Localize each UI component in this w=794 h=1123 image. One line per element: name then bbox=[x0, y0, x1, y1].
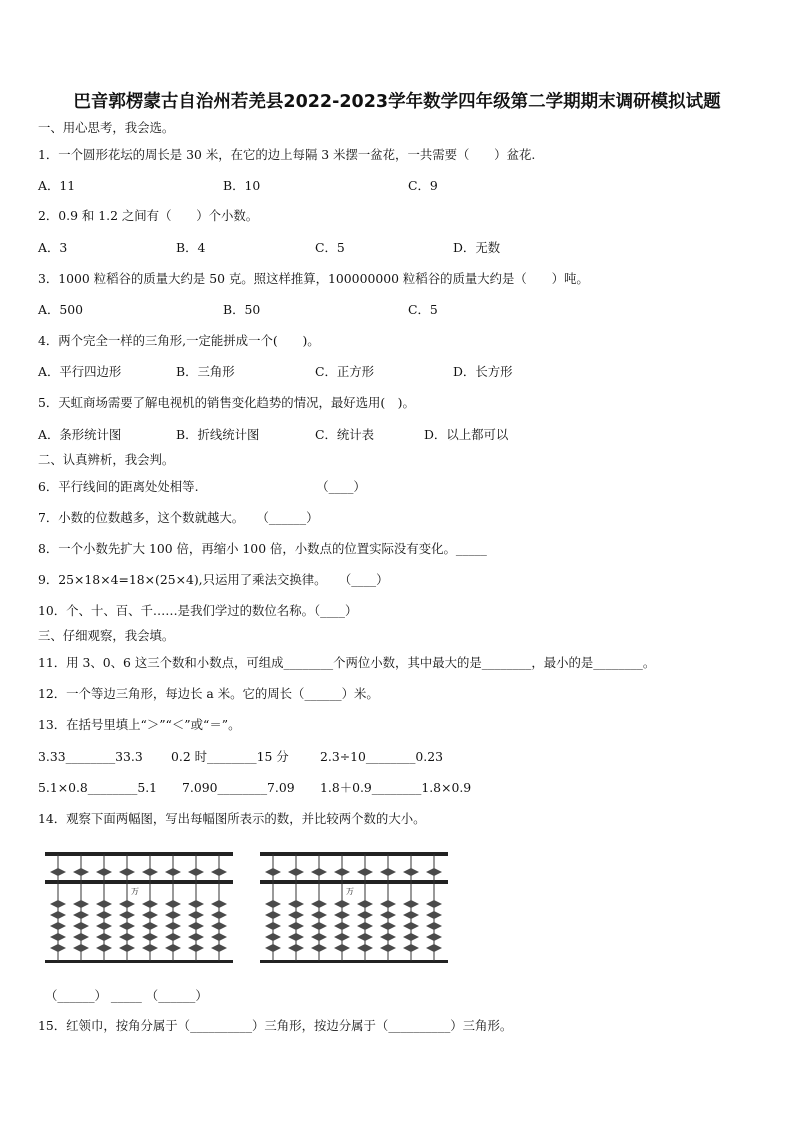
abacus-bead bbox=[380, 922, 396, 930]
abacus-bead bbox=[403, 868, 419, 876]
option-a: A．500 bbox=[38, 302, 83, 317]
abacus-bead bbox=[165, 911, 181, 919]
abacus-top-frame bbox=[260, 852, 448, 856]
option-b: B．三角形 bbox=[176, 364, 235, 379]
question-7: 7．小数的位数越多，这个数就越大。 （______） bbox=[38, 510, 319, 525]
abacus-bead bbox=[50, 900, 66, 908]
abacus-bead bbox=[188, 922, 204, 930]
abacus-bead bbox=[334, 933, 350, 941]
abacus-bead bbox=[311, 868, 327, 876]
option-d: D．长方形 bbox=[453, 364, 513, 379]
option-a: A．条形统计图 bbox=[38, 427, 122, 442]
question-12: 12．一个等边三角形，每边长 a 米。它的周长（______）米。 bbox=[38, 686, 379, 701]
abacus-bead bbox=[96, 868, 112, 876]
question-1: 1．一个圆形花坛的周长是 30 米，在它的边上每隔 3 米摆一盆花，一共需要（ ）盆花. bbox=[38, 147, 536, 162]
abacus-bead bbox=[119, 922, 135, 930]
option-c: C．正方形 bbox=[315, 364, 375, 379]
abacus-bead bbox=[96, 900, 112, 908]
abacus-bead bbox=[311, 900, 327, 908]
abacus-place-mark: 万 bbox=[346, 887, 354, 896]
abacus-bead bbox=[357, 911, 373, 919]
option-b: B．10 bbox=[223, 178, 261, 193]
abacus-bead bbox=[142, 944, 158, 952]
abacus-bead bbox=[211, 911, 227, 919]
abacus-bead bbox=[96, 911, 112, 919]
abacus-bottom-frame bbox=[45, 960, 233, 963]
abacus-bead bbox=[188, 868, 204, 876]
abacus-bead bbox=[188, 900, 204, 908]
abacus-bead bbox=[50, 911, 66, 919]
abacus-bead bbox=[142, 868, 158, 876]
abacus-bead bbox=[357, 900, 373, 908]
option-c: C．9 bbox=[408, 178, 438, 193]
abacus-bead bbox=[265, 922, 281, 930]
abacus-bead bbox=[426, 868, 442, 876]
abacus-bead bbox=[119, 933, 135, 941]
question-3: 3．1000 粒稻谷的质量大约是 50 克。照这样推算，100000000 粒稻谷的质量大约是（ ）吨。 bbox=[38, 271, 589, 286]
abacus-bead bbox=[96, 944, 112, 952]
abacus-bead bbox=[211, 933, 227, 941]
abacus-bead bbox=[426, 944, 442, 952]
question-15: 15．红领巾，按角分属于（__________）三角形，按边分属于（__________）三角形。 bbox=[38, 1018, 513, 1033]
abacus-bead bbox=[73, 922, 89, 930]
abacus-bead bbox=[357, 868, 373, 876]
question-6: 6．平行线间的距离处处相等. （____） bbox=[38, 479, 366, 494]
abacus-bead bbox=[357, 944, 373, 952]
abacus-bead bbox=[142, 922, 158, 930]
abacus-bead bbox=[73, 868, 89, 876]
abacus-bead bbox=[265, 933, 281, 941]
abacus-bead bbox=[426, 922, 442, 930]
compare-item: 5.1×0.8________5.1 bbox=[38, 780, 158, 795]
question-8: 8．一个小数先扩大 100 倍，再缩小 100 倍，小数点的位置实际没有变化。_____ bbox=[38, 541, 487, 556]
abacus-bead bbox=[165, 944, 181, 952]
abacus-bead bbox=[50, 868, 66, 876]
abacus-bead bbox=[288, 922, 304, 930]
option-b: B．4 bbox=[176, 240, 206, 255]
compare-item: 1.8＋0.9________1.8×0.9 bbox=[320, 780, 472, 795]
page-title: 巴音郭楞蒙古自治州若羌县2022-2023学年数学四年级第二学期期末调研模拟试题 bbox=[73, 92, 721, 112]
abacus-bead bbox=[311, 933, 327, 941]
abacus-bead bbox=[288, 944, 304, 952]
abacus-bead bbox=[334, 922, 350, 930]
abacus-bead bbox=[265, 900, 281, 908]
abacus-beam bbox=[45, 880, 233, 884]
question-13: 13．在括号里填上“＞”“＜”或“＝”。 bbox=[38, 717, 241, 732]
abacus-beam bbox=[260, 880, 448, 884]
abacus-bead bbox=[311, 911, 327, 919]
abacus-bead bbox=[142, 900, 158, 908]
abacus-bead bbox=[380, 944, 396, 952]
abacus-bead bbox=[188, 911, 204, 919]
abacus-bead bbox=[188, 944, 204, 952]
abacus-bead bbox=[188, 933, 204, 941]
abacus-bead bbox=[403, 922, 419, 930]
abacus-bead bbox=[357, 922, 373, 930]
abacus-bead bbox=[211, 868, 227, 876]
abacus-bead bbox=[403, 900, 419, 908]
abacus-bead bbox=[96, 933, 112, 941]
abacus-bead bbox=[211, 900, 227, 908]
abacus-bead bbox=[380, 900, 396, 908]
abacus-bead bbox=[334, 900, 350, 908]
question-9: 9．25×18×4=18×(25×4),只运用了乘法交换律。 （____） bbox=[38, 572, 389, 587]
question-14: 14．观察下面两幅图，写出每幅图所表示的数，并比较两个数的大小。 bbox=[38, 811, 426, 826]
abacus-bead bbox=[380, 868, 396, 876]
option-d: D．以上都可以 bbox=[424, 427, 509, 442]
question-5: 5．天虹商场需要了解电视机的销售变化趋势的情况，最好选用( )。 bbox=[38, 395, 415, 410]
abacus-right bbox=[260, 848, 450, 968]
abacus-bead bbox=[165, 922, 181, 930]
abacus-bead bbox=[380, 933, 396, 941]
abacus-bead bbox=[265, 944, 281, 952]
question-10: 10．个、十、百、千……是我们学过的数位名称。（____） bbox=[38, 603, 358, 618]
question-2: 2．0.9 和 1.2 之间有（ ）个小数。 bbox=[38, 208, 259, 223]
abacus-bead bbox=[426, 900, 442, 908]
abacus-bead bbox=[403, 944, 419, 952]
compare-item: 3.33________33.3 bbox=[38, 749, 143, 764]
abacus-bead bbox=[73, 900, 89, 908]
abacus-bead bbox=[119, 900, 135, 908]
abacus-bead bbox=[73, 911, 89, 919]
option-b: B．50 bbox=[223, 302, 261, 317]
abacus-bead bbox=[142, 933, 158, 941]
abacus-bead bbox=[311, 944, 327, 952]
abacus-bead bbox=[288, 933, 304, 941]
abacus-bead bbox=[142, 911, 158, 919]
abacus-bead bbox=[165, 933, 181, 941]
option-a: A．3 bbox=[38, 240, 68, 255]
compare-item: 0.2 时________15 分 bbox=[171, 749, 289, 764]
abacus-bead bbox=[403, 911, 419, 919]
abacus-bead bbox=[211, 944, 227, 952]
abacus-bead bbox=[288, 911, 304, 919]
abacus-bead bbox=[334, 911, 350, 919]
abacus-bead bbox=[403, 933, 419, 941]
abacus-bead bbox=[426, 933, 442, 941]
section-heading-3: 三、仔细观察，我会填。 bbox=[38, 628, 175, 643]
option-b: B．折线统计图 bbox=[176, 427, 260, 442]
abacus-bead bbox=[426, 911, 442, 919]
abacus-bead bbox=[119, 868, 135, 876]
abacus-left bbox=[45, 848, 235, 968]
abacus-bead bbox=[73, 944, 89, 952]
option-d: D．无数 bbox=[453, 240, 501, 255]
abacus-bead bbox=[73, 933, 89, 941]
abacus-bead bbox=[380, 911, 396, 919]
abacus-bead bbox=[165, 868, 181, 876]
abacus-place-mark: 万 bbox=[131, 887, 139, 896]
abacus-bead bbox=[50, 933, 66, 941]
abacus-bead bbox=[119, 944, 135, 952]
abacus-top-frame bbox=[45, 852, 233, 856]
abacus-bead bbox=[288, 868, 304, 876]
question-4: 4．两个完全一样的三角形,一定能拼成一个( )。 bbox=[38, 333, 320, 348]
section-heading-1: 一、用心思考，我会选。 bbox=[38, 120, 175, 135]
abacus-bead bbox=[357, 933, 373, 941]
abacus-bead bbox=[50, 944, 66, 952]
abacus-bead bbox=[50, 922, 66, 930]
abacus-bead bbox=[334, 944, 350, 952]
abacus-bead bbox=[165, 900, 181, 908]
abacus-bead bbox=[265, 911, 281, 919]
abacus-bead bbox=[265, 868, 281, 876]
option-a: A．平行四边形 bbox=[38, 364, 122, 379]
option-c: C．统计表 bbox=[315, 427, 375, 442]
abacus-bead bbox=[96, 922, 112, 930]
compare-item: 2.3÷10________0.23 bbox=[320, 749, 444, 764]
abacus-bead bbox=[311, 922, 327, 930]
question-11: 11．用 3、0、6 这三个数和小数点，可组成________个两位小数，其中最大的是________，最小的是________。 bbox=[38, 655, 656, 670]
option-a: A．11 bbox=[38, 178, 76, 193]
abacus-bead bbox=[119, 911, 135, 919]
option-c: C．5 bbox=[408, 302, 438, 317]
abacus-bottom-frame bbox=[260, 960, 448, 963]
section-heading-2: 二、认真辨析，我会判。 bbox=[38, 452, 175, 467]
abacus-bead bbox=[288, 900, 304, 908]
abacus-bead bbox=[334, 868, 350, 876]
compare-item: 7.090________7.09 bbox=[182, 780, 295, 795]
option-c: C．5 bbox=[315, 240, 345, 255]
question-14-answer: （______） _____ （______） bbox=[45, 988, 208, 1003]
abacus-bead bbox=[211, 922, 227, 930]
